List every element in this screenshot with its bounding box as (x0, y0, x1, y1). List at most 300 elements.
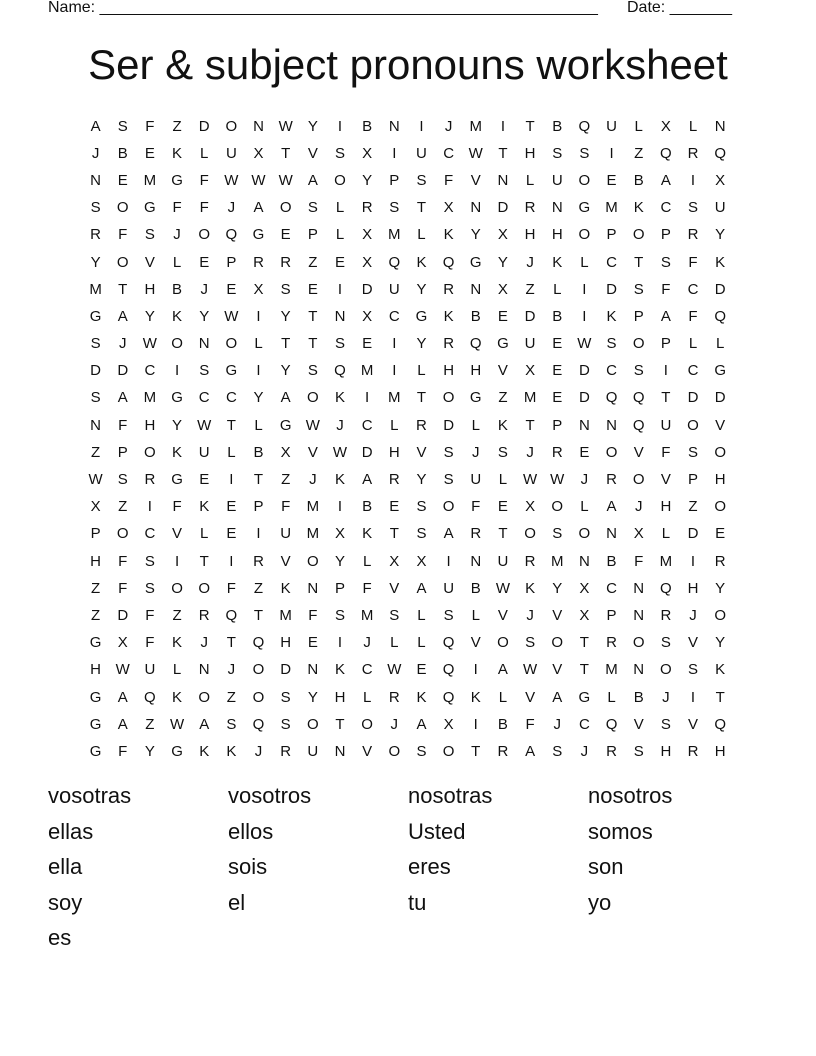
grid-letter: Q (632, 416, 645, 434)
grid-letter: V (280, 552, 291, 570)
grid-letter: U (280, 525, 292, 543)
grid-letter: G (578, 199, 591, 217)
grid-letter: R (388, 688, 400, 706)
grid-letter: D (117, 606, 129, 624)
grid-letter: P (606, 606, 617, 624)
grid-letter: Y (715, 226, 726, 244)
grid-letter: D (578, 362, 590, 380)
grid-letter: L (688, 117, 698, 135)
grid-letter: E (389, 498, 400, 516)
grid-letter: S (416, 498, 427, 516)
grid-letter: D (606, 280, 617, 298)
grid-letter: L (362, 688, 372, 706)
grid-letter: O (116, 199, 129, 217)
grid-letter: N (198, 335, 210, 353)
grid-letter: N (307, 661, 319, 679)
grid-letter: O (116, 253, 129, 271)
grid-letter: G (144, 199, 156, 217)
grid-letter: B (552, 307, 563, 325)
grid-row (82, 548, 734, 575)
grid-letter: H (714, 742, 726, 760)
grid-letter: S (416, 525, 427, 543)
grid-letter: U (443, 579, 455, 597)
grid-letter: C (361, 416, 373, 434)
grid-row (82, 711, 734, 738)
grid-letter: B (362, 498, 373, 516)
grid-letter: L (254, 335, 263, 353)
grid-letter: Y (416, 280, 427, 298)
grid-letter: J (227, 661, 236, 679)
grid-letter: L (227, 443, 236, 461)
grid-letter: Z (172, 117, 182, 135)
grid-letter: N (90, 171, 101, 189)
grid-letter: E (552, 362, 563, 380)
grid-letter: J (580, 742, 589, 760)
grid-letter: M (550, 552, 564, 570)
grid-letter: U (497, 552, 509, 570)
grid-letter: W (577, 335, 592, 353)
grid-letter: C (687, 280, 699, 298)
grid-letter: S (280, 280, 291, 298)
grid-letter: S (443, 606, 454, 624)
grid-letter: I (446, 552, 451, 570)
grid-letter: B (633, 688, 644, 706)
grid-letter: V (307, 443, 318, 461)
grid-letter: F (118, 226, 128, 244)
grid-letter: D (578, 389, 590, 407)
grid-letter: F (145, 634, 155, 652)
grid-row (82, 358, 734, 385)
grid-row (82, 331, 734, 358)
word-list-item: eres (408, 854, 451, 880)
grid-letter: J (689, 606, 697, 624)
grid-letter: C (144, 362, 156, 380)
grid-letter: K (552, 253, 563, 271)
grid-letter: R (687, 226, 699, 244)
grid-letter: X (253, 280, 264, 298)
grid-letter: V (688, 634, 699, 652)
grid-letter: T (416, 389, 427, 407)
grid-letter: Y (172, 416, 183, 434)
grid-letter: Q (252, 634, 265, 652)
name-field: Name: ________________________________________________________ (48, 0, 598, 16)
grid-letter: K (525, 579, 536, 597)
grid-letter: F (444, 171, 454, 189)
grid-letter: O (252, 688, 265, 706)
grid-letter: M (360, 606, 374, 624)
grid-letter: A (280, 389, 291, 407)
grid-letter: R (253, 253, 264, 271)
grid-letter: S (443, 443, 454, 461)
grid-letter: O (524, 525, 536, 543)
grid-letter: G (89, 307, 102, 325)
grid-letter: E (199, 253, 210, 271)
grid-row (82, 494, 734, 521)
grid-letter: E (606, 171, 617, 189)
grid-letter: O (334, 171, 346, 189)
grid-letter: F (118, 579, 128, 597)
grid-letter: A (117, 307, 128, 325)
grid-letter: V (497, 362, 508, 380)
grid-letter: Z (498, 389, 508, 407)
grid-letter: R (443, 280, 455, 298)
grid-letter: Y (715, 634, 726, 652)
grid-letter: Q (442, 661, 455, 679)
grid-letter: T (498, 525, 508, 543)
grid-letter: T (579, 634, 589, 652)
grid-letter: H (443, 362, 455, 380)
grid-letter: E (199, 471, 210, 489)
grid-letter: E (362, 335, 373, 353)
grid-letter: O (578, 525, 591, 543)
grid-letter: T (661, 389, 671, 407)
grid-letter: J (444, 117, 453, 135)
grid-letter: L (580, 498, 589, 516)
grid-letter: B (253, 443, 264, 461)
grid-letter: N (470, 280, 482, 298)
grid-letter: V (660, 471, 671, 489)
grid-letter: L (417, 634, 426, 652)
grid-letter: L (417, 362, 426, 380)
grid-letter: Q (334, 362, 346, 380)
grid-letter: H (524, 144, 536, 162)
grid-letter: R (280, 742, 292, 760)
grid-letter: S (226, 715, 237, 733)
grid-letter: F (199, 199, 209, 217)
grid-letter: I (473, 661, 478, 679)
grid-letter: B (606, 552, 617, 570)
grid-letter: F (525, 715, 535, 733)
grid-letter: N (633, 606, 645, 624)
grid-letter: W (278, 117, 293, 135)
grid-letter: V (389, 579, 400, 597)
grid-letter: K (199, 498, 210, 516)
word-list-item: sois (228, 854, 268, 880)
grid-letter: L (172, 253, 182, 271)
grid-letter: L (254, 416, 263, 434)
grid-letter: I (229, 552, 234, 570)
grid-letter: L (607, 688, 616, 706)
grid-letter: K (172, 144, 183, 162)
grid-letter: Y (552, 579, 563, 597)
grid-letter: R (606, 742, 617, 760)
grid-row (82, 140, 734, 167)
grid-letter: T (226, 416, 236, 434)
grid-letter: T (308, 335, 318, 353)
grid-letter: H (90, 552, 101, 570)
grid-letter: B (362, 117, 373, 135)
grid-letter: I (392, 362, 397, 380)
grid-letter: X (497, 226, 508, 244)
grid-row (82, 222, 734, 249)
grid-letter: W (169, 715, 185, 733)
grid-letter: L (335, 226, 345, 244)
word-search-grid (82, 113, 734, 766)
grid-letter: Q (605, 389, 618, 407)
grid-letter: S (199, 362, 210, 380)
grid-letter: H (660, 742, 672, 760)
grid-letter: V (633, 715, 644, 733)
grid-letter: O (714, 498, 726, 516)
grid-letter: S (660, 253, 671, 271)
grid-letter: S (552, 144, 563, 162)
grid-row (82, 195, 734, 222)
grid-letter: Y (497, 253, 508, 271)
word-list-item: vosotros (228, 783, 312, 808)
grid-letter: E (144, 144, 155, 162)
grid-letter: D (687, 389, 699, 407)
grid-letter: O (442, 498, 455, 516)
grid-letter: F (172, 199, 182, 217)
grid-letter: J (336, 416, 344, 434)
grid-letter: Z (90, 579, 101, 597)
grid-letter: H (334, 688, 346, 706)
grid-letter: E (552, 335, 563, 353)
grid-letter: X (715, 171, 726, 189)
grid-letter: W (522, 471, 538, 489)
word-list-item: nosotros (588, 783, 673, 808)
grid-letter: W (522, 661, 538, 679)
grid-letter: D (714, 389, 726, 407)
grid-letter: X (660, 117, 671, 135)
grid-row (82, 575, 734, 602)
grid-letter: P (226, 253, 237, 271)
grid-letter: S (552, 742, 563, 760)
grid-letter: C (606, 253, 617, 271)
grid-letter: Y (199, 307, 210, 325)
grid-letter: S (280, 715, 291, 733)
grid-letter: Y (362, 171, 373, 189)
grid-letter: Z (118, 498, 128, 516)
grid-letter: F (471, 498, 481, 516)
grid-letter: H (687, 579, 699, 597)
grid-letter: K (334, 471, 345, 489)
grid-letter: G (171, 389, 183, 407)
grid-letter: E (552, 389, 563, 407)
grid-letter: Q (442, 634, 455, 652)
grid-letter: N (334, 742, 346, 760)
grid-letter: N (551, 199, 563, 217)
grid-letter: O (714, 443, 726, 461)
word-list-item: somos (588, 818, 653, 844)
grid-letter: S (144, 552, 155, 570)
grid-letter: O (198, 688, 211, 706)
grid-letter: T (253, 606, 264, 624)
grid-letter: Q (442, 688, 455, 706)
grid-letter: R (253, 552, 264, 570)
grid-letter: K (633, 199, 644, 217)
grid-letter: D (687, 525, 699, 543)
grid-letter: G (225, 362, 238, 380)
grid-letter: F (118, 416, 128, 434)
grid-letter: L (525, 171, 535, 189)
word-list-item: tu (408, 889, 427, 915)
grid-letter: L (688, 335, 698, 353)
grid-letter: S (90, 199, 101, 217)
grid-letter: S (416, 742, 427, 760)
grid-letter: N (497, 171, 509, 189)
grid-letter: K (416, 253, 427, 271)
grid-letter: P (307, 226, 318, 244)
grid-letter: J (173, 226, 181, 244)
grid-letter: N (388, 117, 400, 135)
grid-letter: F (634, 552, 644, 570)
grid-row (82, 113, 734, 140)
grid-row (82, 738, 734, 765)
grid-letter: Z (253, 579, 264, 597)
grid-letter: O (632, 634, 645, 652)
grid-letter: L (498, 688, 508, 706)
grid-letter: D (524, 307, 536, 325)
grid-letter: I (582, 280, 587, 298)
grid-letter: V (497, 606, 508, 624)
grid-letter: M (89, 280, 102, 298)
grid-letter: S (525, 634, 536, 652)
grid-letter: O (306, 389, 319, 407)
grid-letter: O (252, 661, 265, 679)
grid-letter: M (143, 389, 157, 407)
grid-letter: L (335, 199, 345, 217)
grid-letter: Q (469, 335, 482, 353)
grid-letter: A (416, 715, 427, 733)
grid-letter: H (524, 226, 536, 244)
grid-letter: G (578, 688, 591, 706)
grid-letter: O (632, 335, 645, 353)
grid-letter: P (117, 443, 128, 461)
grid-row (82, 466, 734, 493)
grid-letter: S (606, 335, 617, 353)
grid-letter: S (307, 362, 318, 380)
grid-letter: M (659, 552, 673, 570)
grid-letter: O (116, 525, 129, 543)
grid-letter: K (497, 416, 508, 434)
grid-letter: S (660, 715, 671, 733)
grid-letter: K (172, 688, 183, 706)
grid-letter: L (661, 525, 671, 543)
grid-letter: C (361, 661, 373, 679)
grid-letter: T (525, 117, 535, 135)
grid-letter: H (388, 443, 400, 461)
grid-letter: T (199, 552, 209, 570)
grid-letter: M (306, 498, 320, 516)
grid-letter: O (714, 606, 726, 624)
grid-row (82, 630, 734, 657)
grid-row (82, 303, 734, 330)
grid-letter: P (389, 171, 400, 189)
grid-letter: T (253, 471, 264, 489)
grid-letter: M (279, 606, 292, 624)
grid-letter: Q (714, 715, 726, 733)
grid-letter: G (89, 688, 102, 706)
grid-row (82, 167, 734, 194)
grid-letter: Z (688, 498, 698, 516)
grid-row (82, 276, 734, 303)
grid-letter: X (525, 498, 536, 516)
grid-letter: M (605, 199, 618, 217)
word-list-item: Usted (408, 818, 466, 844)
grid-letter: Z (634, 144, 644, 162)
grid-letter: L (634, 117, 643, 135)
grid-letter: V (715, 416, 726, 434)
grid-letter: R (280, 253, 292, 271)
grid-letter: P (253, 498, 264, 516)
word-list-item: es (48, 925, 72, 951)
word-list-item: yo (588, 889, 612, 915)
grid-letter: L (417, 226, 426, 244)
grid-letter: K (334, 389, 345, 407)
grid-letter: H (660, 498, 672, 516)
grid-letter: J (526, 253, 534, 271)
word-list-item: nosotras (408, 783, 493, 808)
grid-letter: T (226, 634, 236, 652)
grid-letter: X (443, 199, 454, 217)
grid-letter: L (200, 144, 209, 162)
grid-letter: M (469, 117, 483, 135)
grid-letter: V (172, 525, 183, 543)
grid-letter: F (661, 443, 671, 461)
grid-letter: G (171, 471, 183, 489)
grid-letter: D (198, 117, 210, 135)
grid-letter: T (335, 715, 345, 733)
grid-letter: A (307, 171, 318, 189)
grid-letter: I (609, 144, 614, 162)
grid-letter: S (90, 335, 101, 353)
grid-letter: R (660, 606, 672, 624)
grid-letter: L (471, 416, 480, 434)
grid-letter: I (174, 552, 180, 570)
grid-letter: O (605, 443, 618, 461)
grid-letter: V (470, 634, 481, 652)
grid-letter: T (389, 525, 399, 543)
grid-letter: O (551, 634, 564, 652)
grid-letter: S (579, 144, 590, 162)
grid-letter: Y (307, 117, 318, 135)
grid-letter: Y (470, 226, 481, 244)
grid-letter: K (470, 688, 481, 706)
grid-letter: A (90, 117, 101, 135)
grid-letter: O (279, 199, 292, 217)
grid-letter: H (714, 471, 726, 489)
grid-letter: Z (525, 280, 535, 298)
grid-letter: C (578, 715, 590, 733)
grid-letter: O (551, 498, 564, 516)
grid-letter: O (144, 443, 156, 461)
grid-letter: C (606, 362, 617, 380)
grid-letter: O (578, 171, 591, 189)
grid-letter: C (388, 307, 400, 325)
grid-letter: D (361, 443, 373, 461)
grid-letter: J (254, 742, 263, 760)
grid-letter: X (633, 525, 644, 543)
grid-letter: A (416, 579, 427, 597)
grid-letter: V (470, 171, 481, 189)
grid-letter: V (416, 443, 427, 461)
grid-letter: F (362, 579, 372, 597)
grid-letter: F (145, 606, 155, 624)
grid-letter: W (142, 335, 157, 353)
grid-letter: Q (714, 144, 726, 162)
grid-row (82, 249, 734, 276)
grid-letter: I (690, 688, 696, 706)
grid-letter: T (579, 661, 589, 679)
grid-letter: X (117, 634, 128, 652)
grid-letter: I (582, 307, 587, 325)
grid-letter: V (525, 688, 536, 706)
grid-letter: K (715, 253, 726, 271)
word-list-item: soy (48, 889, 83, 915)
grid-letter: D (117, 362, 129, 380)
grid-letter: X (334, 525, 345, 543)
